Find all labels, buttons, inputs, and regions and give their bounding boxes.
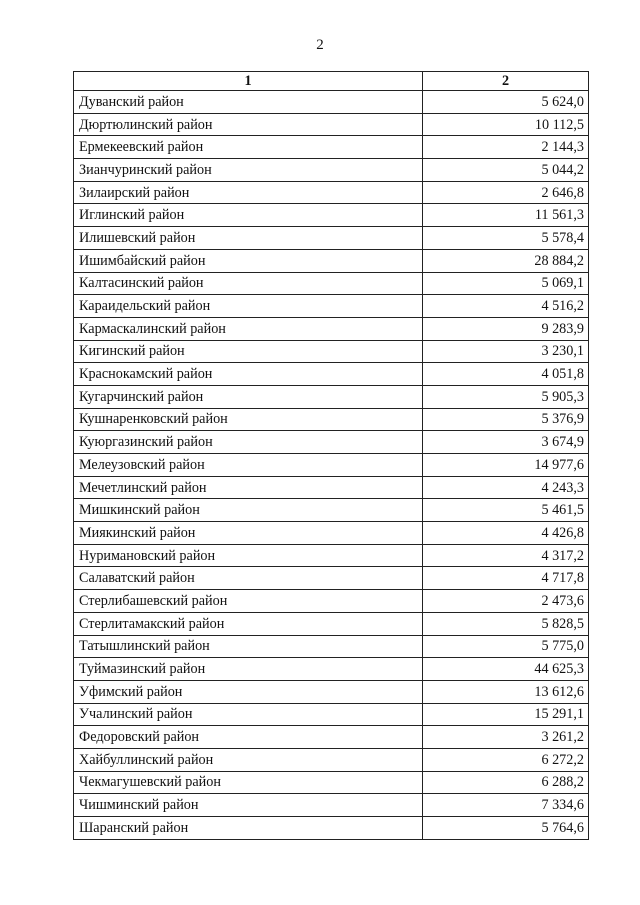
district-value-cell: 6 272,2 [423,748,589,771]
table-row [74,590,589,613]
table-row [74,748,589,771]
table-header-row [74,72,589,91]
district-name-cell: Стерлитамакский район [74,612,423,635]
table-row [74,771,589,794]
district-name-cell: Ишимбайский район [74,249,423,272]
district-value-cell: 4 243,3 [423,476,589,499]
district-value-cell: 9 283,9 [423,317,589,340]
district-value-cell: 5 764,6 [423,817,589,840]
table-row [74,499,589,522]
district-name-cell: Чекмагушевский район [74,771,423,794]
district-value-cell: 5 578,4 [423,227,589,250]
district-value-cell: 2 144,3 [423,136,589,159]
district-value-cell: 44 625,3 [423,658,589,681]
table-row [74,385,589,408]
table-row [74,703,589,726]
district-name-cell: Краснокамский район [74,363,423,386]
district-name-cell: Куюргазинский район [74,431,423,454]
district-value-cell: 3 261,2 [423,726,589,749]
district-value-cell: 5 069,1 [423,272,589,295]
district-value-cell: 13 612,6 [423,680,589,703]
district-value-cell: 4 516,2 [423,295,589,318]
table-row [74,635,589,658]
district-name-cell: Кигинский район [74,340,423,363]
district-value-cell: 2 473,6 [423,590,589,613]
district-name-cell: Кушнаренковский район [74,408,423,431]
district-value-cell: 15 291,1 [423,703,589,726]
table-row [74,567,589,590]
table-row [74,317,589,340]
table-row [74,794,589,817]
district-name-cell: Уфимский район [74,680,423,703]
table-row [74,612,589,635]
district-name-cell: Хайбуллинский район [74,748,423,771]
table-row [74,544,589,567]
table-row [74,249,589,272]
table-row [74,91,589,114]
district-value-cell: 7 334,6 [423,794,589,817]
table-row [74,680,589,703]
district-value-cell: 28 884,2 [423,249,589,272]
table-row [74,227,589,250]
district-name-cell: Кармаскалинский район [74,317,423,340]
table-row [74,454,589,477]
district-name-cell: Калтасинский район [74,272,423,295]
districts-table [73,71,589,840]
district-name-cell: Шаранский район [74,817,423,840]
district-name-cell: Зилаирский район [74,181,423,204]
table-row [74,272,589,295]
district-value-cell: 4 317,2 [423,544,589,567]
district-value-cell: 14 977,6 [423,454,589,477]
district-name-cell: Илишевский район [74,227,423,250]
page-number: 2 [316,37,324,53]
table-header [74,72,589,91]
district-value-cell: 5 775,0 [423,635,589,658]
district-value-cell: 6 288,2 [423,771,589,794]
district-name-cell: Дюртюлинский район [74,113,423,136]
district-value-cell: 5 828,5 [423,612,589,635]
district-name-cell: Миякинский район [74,522,423,545]
district-value-cell: 4 717,8 [423,567,589,590]
district-value-cell: 10 112,5 [423,113,589,136]
table-row [74,408,589,431]
table-body [74,91,589,840]
district-name-cell: Кугарчинский район [74,385,423,408]
district-name-cell: Салаватский район [74,567,423,590]
district-value-cell: 4 051,8 [423,363,589,386]
table-row [74,658,589,681]
district-name-cell: Ермекеевский район [74,136,423,159]
column-header-2: 2 [423,72,589,91]
table-row [74,113,589,136]
table-row [74,363,589,386]
district-name-cell: Иглинский район [74,204,423,227]
district-name-cell: Татышлинский район [74,635,423,658]
district-value-cell: 5 905,3 [423,385,589,408]
district-name-cell: Мечетлинский район [74,476,423,499]
district-name-cell: Туймазинский район [74,658,423,681]
table-row [74,476,589,499]
district-name-cell: Мишкинский район [74,499,423,522]
district-value-cell: 11 561,3 [423,204,589,227]
table-row [74,522,589,545]
table-row [74,431,589,454]
table-row [74,181,589,204]
district-value-cell: 5 624,0 [423,91,589,114]
table-row [74,295,589,318]
district-value-cell: 2 646,8 [423,181,589,204]
district-name-cell: Учалинский район [74,703,423,726]
district-value-cell: 5 376,9 [423,408,589,431]
district-name-cell: Караидельский район [74,295,423,318]
table-row [74,726,589,749]
table-row [74,817,589,840]
district-value-cell: 3 674,9 [423,431,589,454]
district-name-cell: Зианчуринский район [74,159,423,182]
table-row [74,159,589,182]
district-name-cell: Нуримановский район [74,544,423,567]
table-row [74,204,589,227]
district-value-cell: 3 230,1 [423,340,589,363]
table-row [74,340,589,363]
district-name-cell: Дуванский район [74,91,423,114]
district-name-cell: Стерлибашевский район [74,590,423,613]
district-value-cell: 4 426,8 [423,522,589,545]
district-name-cell: Чишминский район [74,794,423,817]
district-name-cell: Федоровский район [74,726,423,749]
table-row [74,136,589,159]
district-name-cell: Мелеузовский район [74,454,423,477]
district-value-cell: 5 461,5 [423,499,589,522]
column-header-1: 1 [74,72,423,91]
district-value-cell: 5 044,2 [423,159,589,182]
